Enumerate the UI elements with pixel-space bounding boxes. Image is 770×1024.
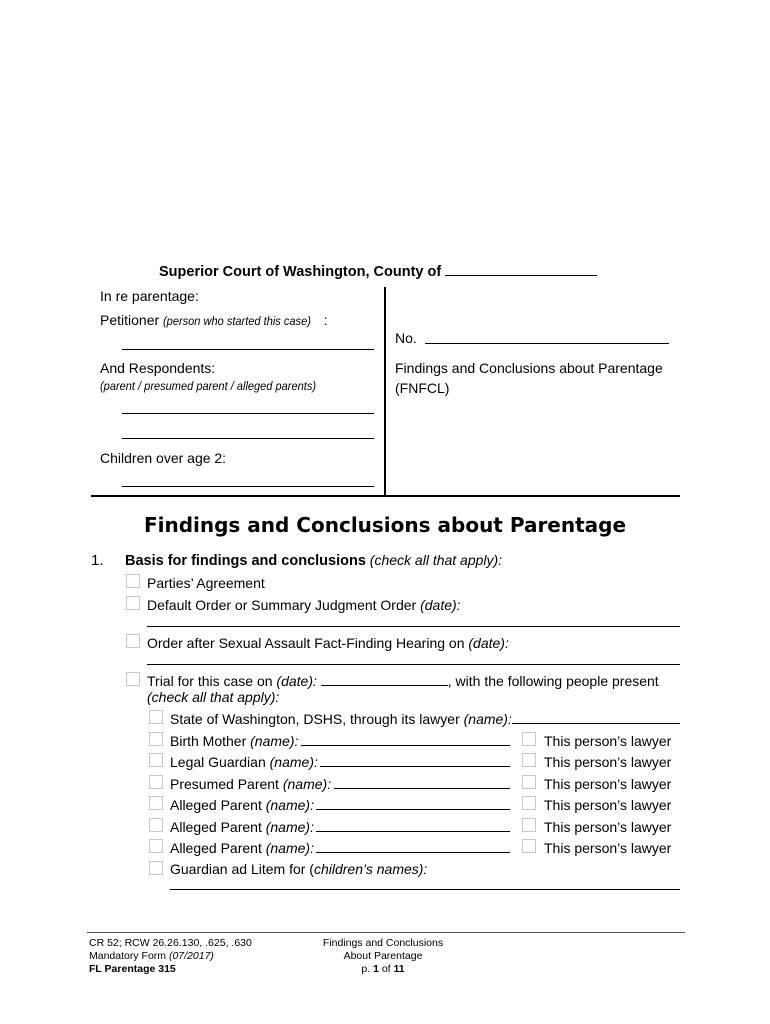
respondent-line-2[interactable] [122, 438, 374, 439]
dshs-lawyer-line[interactable] [512, 723, 680, 724]
guardian-ad-litem-checkbox[interactable] [149, 861, 163, 875]
legal-guardian-label: Legal Guardian (name): [170, 754, 318, 770]
alleged-parent-3-label: Alleged Parent (name): [170, 840, 314, 856]
caption-rule [91, 495, 680, 497]
alleged-parent-1-name-line[interactable] [316, 809, 510, 810]
footer-left [89, 937, 252, 976]
footer-title-2: About Parentage [343, 950, 423, 962]
section-heading: Basis for findings and conclusions (check all that apply): [125, 552, 503, 569]
birth-mother-lawyer-checkbox[interactable] [522, 732, 536, 746]
default-order-date-line[interactable] [147, 626, 680, 627]
county-blank[interactable] [445, 263, 597, 276]
alleged-parent-2-label: Alleged Parent (name): [170, 819, 314, 835]
alleged-parent-3-lawyer-checkbox[interactable] [522, 839, 536, 853]
petitioner-name-line[interactable] [122, 349, 374, 350]
legal-guardian-lawyer-checkbox[interactable] [522, 753, 536, 767]
alleged-parent-3-checkbox[interactable] [149, 839, 163, 853]
trial-label-2: (check all that apply): [147, 689, 280, 705]
alleged-parent-1-checkbox[interactable] [149, 796, 163, 810]
sexual-assault-date-line[interactable] [147, 664, 680, 665]
birth-mother-checkbox[interactable] [149, 732, 163, 746]
alleged-parent-1-lawyer-checkbox[interactable] [522, 796, 536, 810]
footer-center [300, 937, 466, 976]
case-number-label: No. [395, 330, 417, 346]
presumed-parent-lawyer-checkbox[interactable] [522, 775, 536, 789]
footer-rule [87, 932, 685, 933]
legal-guardian-checkbox[interactable] [149, 753, 163, 767]
alleged-parent-1-lawyer-label: This person’s lawyer [544, 797, 672, 813]
legal-guardian-lawyer-label: This person’s lawyer [544, 754, 672, 770]
alleged-parent-3-name-line[interactable] [316, 852, 510, 853]
respondents-hint: (parent / presumed parent / alleged parents) [100, 379, 317, 393]
dshs-label: State of Washington, DSHS, through its lawyer (name): [170, 711, 512, 727]
legal-guardian-name-line[interactable] [320, 766, 510, 767]
trial-date-blank[interactable] [321, 673, 448, 686]
presumed-parent-label: Presumed Parent (name): [170, 776, 332, 792]
footer-form-id: FL Parentage 315 [89, 963, 176, 975]
children-label: Children over age 2: [100, 450, 227, 466]
section-number: 1. [91, 552, 104, 569]
respondents-label: And Respondents: [100, 360, 216, 376]
page-title: Findings and Conclusions about Parentage [143, 513, 627, 537]
footer-title-1: Findings and Conclusions [322, 937, 444, 949]
alleged-parent-2-checkbox[interactable] [149, 818, 163, 832]
case-number-line[interactable] [425, 343, 669, 344]
alleged-parent-2-lawyer-checkbox[interactable] [522, 818, 536, 832]
alleged-parent-2-lawyer-label: This person’s lawyer [544, 819, 672, 835]
trial-checkbox[interactable] [126, 672, 140, 686]
dshs-checkbox[interactable] [149, 710, 163, 724]
footer-mandatory: Mandatory Form (07/2017) [89, 950, 214, 962]
agreement-checkbox[interactable] [126, 574, 140, 588]
presumed-parent-name-line[interactable] [334, 788, 510, 789]
trial-label: Trial for this case on (date): , with the following people present [147, 673, 659, 689]
agreement-label: Parties’ Agreement [147, 575, 265, 591]
birth-mother-lawyer-label: This person’s lawyer [544, 733, 672, 749]
birth-mother-label: Birth Mother (name): [170, 733, 299, 749]
alleged-parent-2-name-line[interactable] [316, 831, 510, 832]
birth-mother-name-line[interactable] [301, 745, 510, 746]
guardian-ad-litem-names-line[interactable] [170, 889, 680, 890]
respondent-line-1[interactable] [122, 413, 374, 414]
caption-divider [384, 287, 386, 497]
court-heading: Superior Court of Washington, County of [159, 263, 597, 280]
case-code: (FNFCL) [395, 380, 450, 396]
presumed-parent-checkbox[interactable] [149, 775, 163, 789]
alleged-parent-1-label: Alleged Parent (name): [170, 797, 314, 813]
case-title: Findings and Conclusions about Parentage [395, 360, 663, 376]
alleged-parent-3-lawyer-label: This person’s lawyer [544, 840, 672, 856]
children-line[interactable] [122, 486, 374, 487]
guardian-ad-litem-label: Guardian ad Litem for (children’s names): [170, 861, 428, 877]
sexual-assault-checkbox[interactable] [126, 634, 140, 648]
presumed-parent-lawyer-label: This person’s lawyer [544, 776, 672, 792]
default-order-checkbox[interactable] [126, 596, 140, 610]
petitioner-label: Petitioner (person who started this case) : [100, 312, 328, 328]
default-order-label: Default Order or Summary Judgment Order (date): [147, 597, 461, 613]
footer-page-number: p. 1 of 11 [361, 963, 405, 975]
footer-statutes: CR 52; RCW 26.26.130, .625, .630 [89, 937, 252, 949]
in-re-label: In re parentage: [100, 288, 199, 304]
sexual-assault-label: Order after Sexual Assault Fact-Finding Hearing on (date): [147, 635, 509, 651]
